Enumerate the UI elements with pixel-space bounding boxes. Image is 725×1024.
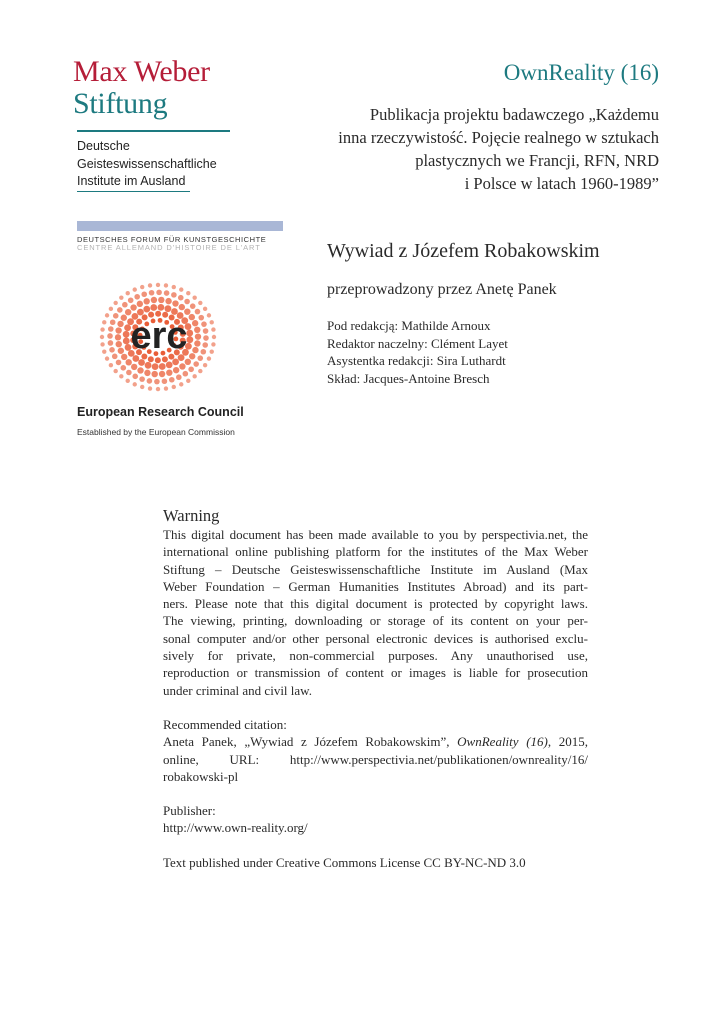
mws-subtitle-line: Institute im Ausland — [77, 174, 186, 188]
erc-dot — [123, 338, 130, 345]
subtitle-line: inna rzeczywistość. Pojęcie realnego w sztukach — [338, 128, 659, 147]
erc-dot — [143, 298, 149, 304]
erc-dot — [126, 291, 130, 295]
erc-dot — [148, 356, 154, 362]
erc-dot — [184, 308, 190, 314]
erc-dot — [164, 290, 170, 296]
subtitle-line: Publikacja projektu badawczego „Każdemu — [369, 105, 659, 124]
erc-dot — [119, 295, 123, 299]
erc-dot — [156, 387, 160, 391]
erc-dot — [189, 314, 195, 320]
erc-dot — [152, 363, 159, 370]
erc-dot — [151, 297, 157, 303]
max-weber-rule-bottom — [77, 191, 190, 192]
erc-dot — [193, 361, 199, 367]
erc-dot — [192, 374, 196, 378]
erc-name: European Research Council — [77, 405, 244, 419]
erc-logo — [88, 276, 228, 398]
erc-dot — [158, 297, 164, 303]
credits-list — [327, 317, 508, 387]
erc-dot — [102, 349, 106, 353]
max-weber-rule-top — [77, 130, 230, 132]
erc-dot — [113, 369, 117, 373]
erc-dot — [159, 363, 166, 370]
erc-dot — [121, 315, 127, 321]
erc-dot — [192, 347, 198, 353]
erc-dot — [126, 370, 132, 376]
erc-dot — [128, 297, 134, 303]
erc-dot — [126, 379, 130, 383]
erc-dot — [119, 374, 123, 378]
erc-dot — [185, 359, 191, 365]
erc-dot — [113, 313, 119, 319]
erc-dot — [169, 377, 175, 383]
erc-dot — [189, 353, 195, 359]
conducted-by: przeprowadzony przez Anetę Panek — [327, 281, 557, 298]
erc-dot — [108, 326, 114, 332]
erc-dot — [137, 367, 143, 373]
warning-line: ners. Please note that this digital document is protected by copyright laws. — [163, 596, 588, 612]
erc-dot — [164, 386, 168, 390]
erc-dot — [147, 378, 153, 384]
warning-block — [163, 506, 588, 871]
erc-dot — [172, 358, 179, 365]
erc-dot — [155, 357, 161, 363]
warning-line: The viewing, printing, downloading or storage of its content on your per- — [163, 613, 588, 629]
erc-dot — [115, 334, 121, 340]
erc-dot — [203, 363, 207, 367]
erc-dot — [194, 327, 200, 333]
license-note: Text published under Creative Commons License CC BY-NC-ND 3.0 — [163, 854, 526, 870]
erc-dot — [192, 320, 198, 326]
erc-dot — [105, 313, 109, 317]
erc-dot — [173, 367, 179, 373]
erc-dot — [121, 354, 127, 360]
warning-line: sively for private, non-commercial purposes. Any unauthorised use, — [163, 648, 588, 664]
erc-dot — [171, 292, 177, 298]
series-title: OwnReality (16) — [503, 60, 659, 85]
dfk-logo-line1: DEUTSCHES FORUM FÜR KUNSTGESCHICHTE — [77, 235, 267, 244]
erc-dot — [172, 285, 176, 289]
erc-dot — [100, 335, 104, 339]
erc-dot — [122, 302, 128, 308]
erc-dot — [190, 303, 196, 309]
erc-dot — [117, 307, 123, 313]
erc-dot — [212, 335, 216, 339]
erc-dot — [156, 290, 162, 296]
citation-url-line[interactable]: online, URL: http://www.perspectivia.net/publikationen/ownreality/16/ — [163, 751, 588, 767]
erc-dot — [164, 283, 168, 287]
erc-dot — [183, 371, 189, 377]
erc-dot — [154, 379, 160, 385]
subtitle-line: i Polsce w latach 1960-1989” — [464, 174, 659, 193]
erc-dot — [166, 369, 172, 375]
erc-dot — [197, 355, 203, 361]
publisher-url[interactable]: http://www.own-reality.org/ — [163, 820, 308, 836]
erc-dot — [207, 356, 211, 360]
citation-url-line[interactable]: robakowski-pl — [163, 768, 239, 784]
erc-dot — [139, 376, 145, 382]
citation-author: Aneta Panek, „Wywiad z Józefem Robakowskim”, — [163, 734, 458, 750]
warning-line: international online publishing platform for the institutes of the Max Weber — [163, 544, 588, 560]
erc-dot — [156, 283, 160, 287]
erc-dot — [203, 307, 207, 311]
credit-line: Skład: Jacques-Antoine Bresch — [327, 370, 490, 386]
max-weber-logo-line1: Max Weber — [73, 55, 210, 88]
credit-line: Redaktor naczelny: Clément Layet — [327, 335, 508, 351]
erc-dot — [109, 347, 115, 353]
erc-dot — [211, 342, 215, 346]
erc-dot — [158, 304, 165, 311]
erc-dot — [179, 287, 183, 291]
erc-dot — [186, 379, 190, 383]
erc-dot — [140, 385, 144, 389]
erc-dot — [112, 354, 118, 360]
erc-dot — [186, 291, 190, 295]
erc-dot — [203, 328, 209, 334]
citation-label: Recommended citation: — [163, 716, 287, 732]
credit-line: Asystentka redakcji: Sira Luthardt — [327, 353, 506, 368]
erc-dot — [107, 333, 113, 339]
erc-dot — [140, 285, 144, 289]
erc-dot — [195, 309, 201, 315]
erc-dot — [195, 333, 201, 339]
erc-dot — [162, 378, 168, 384]
erc-dot — [151, 371, 157, 377]
erc-dot — [149, 290, 155, 296]
erc-dot — [109, 363, 113, 367]
erc-dot — [148, 283, 152, 287]
erc-dot — [188, 366, 194, 372]
erc-dot — [118, 348, 124, 354]
erc-dot — [108, 340, 114, 346]
erc-dot — [120, 365, 126, 371]
warning-line: under criminal and civil law. — [163, 682, 312, 698]
erc-dot — [166, 361, 173, 368]
erc-dot — [115, 327, 121, 333]
erc-dot — [159, 371, 165, 377]
erc-dot — [150, 304, 157, 311]
erc-dot — [184, 299, 190, 305]
erc-dot — [179, 382, 183, 386]
mws-subtitle-line: Geisteswissenschaftliche — [77, 156, 217, 171]
erc-dot — [141, 291, 147, 297]
erc-dot — [100, 327, 104, 331]
erc-dot — [123, 331, 130, 338]
erc-dot — [138, 359, 145, 366]
warning-line: reproduction or transmission of content or images is liable for prosecution — [163, 665, 588, 681]
erc-dot — [172, 300, 178, 306]
erc-dot — [117, 321, 123, 327]
erc-dot — [178, 295, 184, 301]
erc-dot — [113, 301, 117, 305]
erc-dot — [100, 342, 104, 346]
erc-dot — [133, 287, 137, 291]
erc-dot — [203, 335, 209, 341]
erc-dot — [144, 370, 150, 376]
erc-dot — [198, 369, 202, 373]
erc-dot — [179, 363, 185, 369]
erc-dot — [201, 321, 207, 327]
dfk-logo-bar — [77, 221, 283, 231]
mws-subtitle-line: Deutsche — [77, 139, 130, 153]
erc-dot — [211, 327, 215, 331]
erc-dot — [137, 301, 143, 307]
warning-line: Weber Foundation – German Humanities Institutes Abroad) and its part- — [163, 578, 588, 594]
citation-first-line — [163, 733, 588, 750]
erc-dot — [165, 298, 171, 304]
erc-dot — [192, 295, 196, 299]
erc-dot — [126, 359, 132, 365]
erc-dot — [102, 320, 106, 324]
subtitle-line: plastycznych we Francji, RFN, NRD — [415, 151, 659, 170]
erc-dot — [105, 356, 109, 360]
erc-dot — [210, 349, 214, 353]
publisher-label: Publisher: — [163, 803, 216, 819]
erc-dot — [165, 305, 172, 312]
erc-dot — [145, 362, 152, 369]
erc-dot — [201, 349, 207, 355]
max-weber-subtitle — [77, 138, 247, 191]
erc-dot — [207, 313, 211, 317]
erc-tagline: Established by the European Commission — [77, 427, 235, 437]
erc-mark: erc — [130, 315, 188, 357]
erc-dot — [198, 315, 204, 321]
erc-dot — [130, 304, 136, 310]
erc-dot — [162, 356, 168, 362]
warning-body — [163, 526, 588, 699]
project-subtitle — [299, 103, 659, 195]
document-title: Wywiad z Józefem Robakowskim — [327, 240, 600, 262]
erc-dot — [132, 374, 138, 380]
max-weber-logo-line2: Stiftung — [73, 87, 168, 120]
erc-dot — [198, 301, 202, 305]
credit-line: Pod redakcją: Mathilde Arnoux — [327, 318, 491, 333]
erc-dot — [176, 374, 182, 380]
erc-dot — [210, 320, 214, 324]
erc-dot — [109, 307, 113, 311]
erc-dot — [110, 319, 116, 325]
warning-title: Warning — [163, 506, 220, 525]
warning-line: This digital document has been made available to you by perspectivia.net, the — [163, 527, 588, 542]
erc-dot — [143, 306, 150, 313]
erc-dot — [133, 382, 137, 386]
citation-year: , 2015, — [547, 734, 589, 750]
erc-dot — [172, 385, 176, 389]
citation-journal: OwnReality (16) — [457, 734, 548, 750]
erc-dot — [116, 360, 122, 366]
warning-line: Stiftung – Deutsche Geisteswissenschaftliche Institute im Ausland (Max — [163, 561, 588, 577]
erc-dot — [202, 342, 208, 348]
dfk-logo-line2: CENTRE ALLEMAND D'HISTOIRE DE L'ART — [77, 243, 261, 252]
erc-dot — [116, 341, 122, 347]
warning-line: sonal computer and/or other personal electronic devices is authorised exclu- — [163, 630, 588, 646]
erc-dot — [148, 386, 152, 390]
erc-dot — [171, 308, 178, 315]
erc-dot — [134, 294, 140, 300]
erc-dot — [179, 304, 185, 310]
erc-dot — [194, 340, 200, 346]
erc-dot — [131, 364, 137, 370]
